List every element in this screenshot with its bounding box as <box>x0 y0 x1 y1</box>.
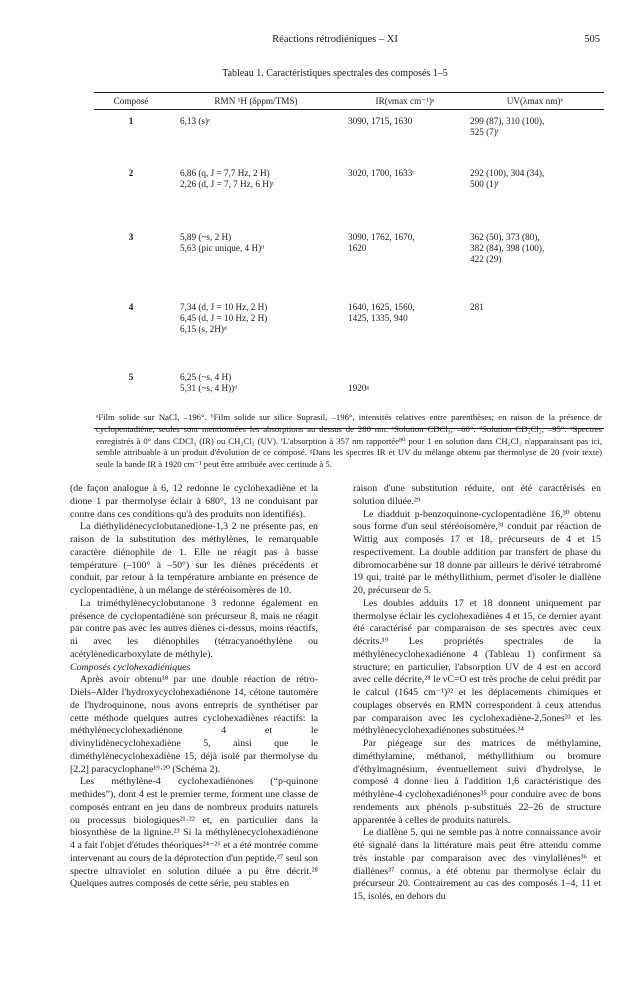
page-header <box>70 34 600 48</box>
table-row <box>94 110 604 162</box>
nmr-cell-line: 6,13 (s)ᶜ <box>180 116 211 126</box>
spectral-table <box>94 92 604 429</box>
paragraph: La diéthylidènecyclobutanedione-1,3 2 ne présente pas, en raison de la substitution des méthylènes, le remarquable caractère diénophile de 1. Elle ne réagit pas à basse température (–100° à –50°) sur les diènes précédents et conduit, par retour à la température ambiante en présence de cyclopentadiène, à un mélange de stéréoisomères de 10. <box>70 521 318 596</box>
nmr-cell-line: 2,26 (d, J = 7, 7 Hz, 6 H)ᶜ <box>180 179 275 189</box>
ir-cell-line: 1920ᵍ <box>348 383 370 393</box>
uv-cell-line: 422 (29) <box>470 254 502 264</box>
table-header-row <box>94 93 604 109</box>
nmr-cell <box>168 232 344 254</box>
uv-cell-line: 525 (7)ᶠ <box>470 127 499 137</box>
ir-cell-line <box>348 372 466 383</box>
table-title: Tableau 1. Caractéristiques spectrales des composés 1–5 <box>222 68 448 79</box>
nmr-cell-line: 5,63 (pic unique, 4 H)ᵈ <box>180 243 264 253</box>
uv-cell <box>466 168 604 190</box>
table-row <box>94 162 604 226</box>
nmr-cell-line: 6,15 (s, 2H)ᵈ <box>180 324 227 334</box>
uv-cell-line: 299 (87), 310 (100), <box>470 116 545 126</box>
compound-number: 4 <box>128 302 134 312</box>
paragraph: La triméthylènecyclobutanone 3 redonne également en présence de cyclopentadiène son précurseur 8, mais ne réagit par contre pas avec les autres diènes ci-dessus, moins réactifs, ni avec les diénophiles (tétracyanoéthylène ou acétylènedicarboxylate de méthyle). <box>70 597 318 660</box>
ir-cell-line: 3090, 1762, 1670, <box>348 232 415 242</box>
ir-cell <box>344 372 466 394</box>
nmr-cell <box>168 168 344 190</box>
paragraph: Le diallène 5, qui ne semble pas à notre connaissance avoir été signalé dans la littérature mais peut être attendu comme très instable par comparaison avec des vinylallènes³⁶ et diallènes³⁷ connus, a été obtenu par thermolyse éclair du précurseur 20. Contrairement au cas des composés 1–4, 11 et 15, isolés, en dehors du <box>353 827 601 902</box>
nmr-cell-line: 6,86 (q, J = 7,7 Hz, 2 H) <box>180 168 270 178</box>
ir-cell <box>344 168 466 179</box>
page-number: 505 <box>584 34 600 45</box>
ir-cell-line: 3020, 1700, 1633ᶜ <box>348 168 415 178</box>
column-header: IR(νmax cm⁻¹)ᵃ <box>375 95 435 106</box>
body-column-right <box>353 483 601 904</box>
paragraph: Par piégeage sur des matrices de méthylamine, diméthylamine, méthanol, méthyllithium ou bromure d'éthylmagnésium, éventuellement suivi d'hydrolyse, le composé 4 donne lieu à l'addition 1,6 caractéristique des méthylène-4 cyclohexadiénones³⁵ pour conduire avec de bons rendements aux phénols p-substitués 22–26 de structure apparentée à celles de produits naturels. <box>353 738 601 826</box>
nmr-cell <box>168 372 344 394</box>
uv-cell-line: 281 <box>470 302 484 312</box>
body-column-left <box>70 483 318 891</box>
nmr-cell-line: 5,89 (~s, 2 H) <box>180 232 232 242</box>
ir-cell-line: 3090, 1715, 1630 <box>348 116 413 126</box>
uv-cell-line: 362 (50), 373 (80), <box>470 232 540 242</box>
nmr-cell-line: 6,25 (~s, 4 H) <box>180 372 232 382</box>
compound-number: 2 <box>128 168 134 178</box>
paragraph: Les méthylène-4 cyclohexadiénones (“p-quinone methides”), dont 4 est le premier terme, forment une classe de composés entrant en jeu dans de nombreux produits naturels ou processus biologiques²¹·²² et, en particulier dans la biosynthèse de la lignine.²³ Si la méthylènecyclohexadiénone 4 a fait l'objet d'études théoriques²⁴⁻²⁶ et a été montrée comme intervenant au cours de la déprotection d'un peptide,²⁷ seul son spectre ultraviolet en solution diluée a pu être décrit.²⁸ Quelques autres composés de cette série, peu stables en <box>70 776 318 890</box>
section-heading: Composés cyclohexadiéniques <box>70 661 191 673</box>
paragraph: Les doubles adduits 17 et 18 donnent uniquement par thermolyse éclair les cyclohexadiènes 4 et 15, ce dernier ayant été caractérisé par comparaison de ses spectres avec ceux décrits.¹⁹ Les propriétés spectrales de la méthylènecyclohexadiénone 4 (Tableau 1) confirment sa structure; en particulier, l'absorption UV de 4 est en accord avec celle décrite,²⁸ le νC=O est très proche de celui prédit par le calcul (1645 cm⁻¹)³² et les déplacements chimiques et couplages observés en RMN correspondent à ceux attendus par comparaison avec les cyclohexadiène-2,5ones³³ et les méthylènecyclohexadiénones substituées.³⁴ <box>353 597 601 737</box>
compound-number: 1 <box>128 116 134 126</box>
compound-number: 5 <box>128 372 134 382</box>
ir-cell <box>344 302 466 324</box>
ir-cell-line: 1425, 1335, 940 <box>348 313 408 323</box>
uv-cell <box>466 116 604 138</box>
table-body <box>94 110 604 420</box>
ir-cell-line: 1640, 1625, 1560, <box>348 302 415 312</box>
column-header: RMN ¹H (δppm/TMS) <box>214 96 298 106</box>
paragraph: (de façon analogue à 6, 12 redonne le cyclohexadiène et la dione 1 par thermolyse éclair à 680°, 13 ne conduisant par contre dans ces conditions qu'à des produits non identifiés). <box>70 483 318 520</box>
paragraph: Après avoir obtenu¹⁸ par une double réaction de rétro-Diels–Alder l'hydroxycyclohexadiénone 14, cétone tautomère de l'hydroquinone, nous avons entrepris de synthétiser par cette méthode quelques autres cyclohexadiènes réactifs: la méthylènecyclohexadiénone 4 et le divinylidènecyclohexadiène 5, ainsi que le diméthylènecyclohexadiène 15, déjà isolé par thermolyse du [2.2] paracyclophane¹⁹·²⁰ (Schéma 2). <box>70 674 318 775</box>
nmr-cell-line: 5,31 (~s, 4 H))ᵈ <box>180 383 238 393</box>
ir-cell <box>344 116 466 127</box>
paragraph: Le diadduit p-benzoquinone-cyclopentadiène 16,³⁰ obtenu sous forme d'un seul stéréoisomère,³¹ conduit par réaction de Wittig aux composés 17 et 18, précurseurs de 4 et 15 respectivement. La double addition par transfert de phase du dibromocarbène sur 18 donne par ailleurs le dérivé tétrabromé 19 qui, traité par le méthyllithium, permet d'isoler le diallène 20, précurseur de 5. <box>353 508 601 596</box>
uv-cell-line: 292 (100), 304 (34), <box>470 168 545 178</box>
ir-cell-line: 1620 <box>348 243 367 253</box>
uv-cell-line: 382 (84), 398 (100), <box>470 243 545 253</box>
compound-number: 3 <box>128 232 134 242</box>
table-row <box>94 226 604 296</box>
table-row <box>94 296 604 366</box>
nmr-cell <box>168 116 344 127</box>
paragraph: raison d'une substitution réduite, ont été caractérisés en solution diluée.²⁹ <box>353 483 601 507</box>
nmr-cell-line: 6,45 (d, J = 10 Hz, 2 H) <box>180 313 268 323</box>
nmr-cell-line: 7,34 (d, J = 10 Hz, 2 H) <box>180 302 268 312</box>
nmr-cell <box>168 302 344 335</box>
uv-cell <box>466 232 604 265</box>
running-title: Réactions rétrodiéniques – XI <box>272 34 398 45</box>
column-header: Composé <box>113 96 149 106</box>
table-footnote: ᵃFilm solide sur NaCl, –196°. ᵇFilm solide sur silice Suprasil, –196°, intensités relatives entre parenthèses; en raison de la présence de cyclopentadiène, seules sont mentionnées les absorptions au dessus de 280 nm. ᶜSolution CDCl₃, –60°. ᵈSolution CD₂Cl₂, –95°. ᵉSpectres enregistrés à 0° dans CDCl₃ (IR) ou CH₂Cl₂ (UV). ᶠL'absorption à 357 nm rapportée⁸⁰ pour 1 en solution dans CH₂Cl₂ n'apparaissant pas ici, semble attribuable à un produit d'évolution de ce composé. ᵍDans les spectres IR et UV du mélange obtenu par thermolyse de 20 (voir texte) seule la bande IR à 1920 cm⁻¹ peut être attribuée avec certitude à 5. <box>96 412 602 470</box>
uv-cell-line: 500 (1)ᶠ <box>470 179 499 189</box>
column-header: UV(λmax nm)ᵇ <box>506 96 564 106</box>
uv-cell <box>466 302 604 313</box>
ir-cell <box>344 232 466 254</box>
